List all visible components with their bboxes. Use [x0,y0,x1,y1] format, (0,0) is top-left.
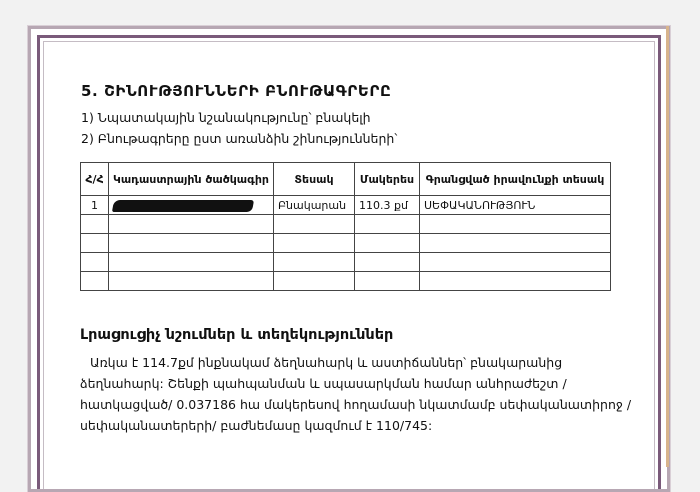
cell-number [81,253,109,272]
header-number: Հ/Հ [81,163,109,196]
cell-cadastral-code [109,215,274,234]
cell-cadastral-code [109,272,274,291]
notes-text: Առկա է 114.7քմ ինքնակամ ձեղնահարկ և աստիճաններ՝ բնակարանից ձեղնահարկ: Շենքի պահպանման և սպասարկման համար անհրաժեշտ /հատկացված/ 0.037186 հա մակերեսով հողամասի նկատմամբ սեփականատիրոջ /սեփականատերերի/ բաժնեմասը կազմում է 110/745: [80,355,632,433]
cell-right-type [420,234,611,253]
section-title: 5. ՇԻՆՈՒԹՅՈՒՆՆԵՐԻ ԲՆՈՒԹԱԳՐԵՐԸ [81,82,392,100]
buildings-table [80,162,611,291]
cell-right-type: ՍԵՓԱԿԱՆՈՒԹՅՈՒՆ [420,196,611,215]
cell-type [274,234,355,253]
purpose-line: 1) Նպատակային նշանակությունը՝ բնակելի [81,110,371,125]
cell-type [274,272,355,291]
cell-type: Բնակարան [274,196,355,215]
cell-area [355,272,420,291]
cell-type [274,253,355,272]
cell-number [81,234,109,253]
cell-number [81,215,109,234]
header-cadastral-code: Կադաստրային ծածկագիր [109,163,274,196]
cell-area [355,253,420,272]
cell-right-type [420,215,611,234]
cell-right-type [420,253,611,272]
cell-cadastral-code [109,196,274,215]
cell-number: 1 [81,196,109,215]
cell-cadastral-code [109,253,274,272]
cell-area [355,234,420,253]
table-row [81,215,611,234]
notes-title: Լրացուցիչ նշումներ և տեղեկություններ [80,327,394,343]
table-row [81,272,611,291]
notes-paragraph [80,352,640,436]
characteristics-line: 2) Բնութագրերը ըստ առանձին շինությունների՝ [81,131,398,146]
cell-cadastral-code [109,234,274,253]
table-row [81,196,611,215]
redaction-mark [112,200,254,212]
cell-right-type [420,272,611,291]
header-area: Մակերես [355,163,420,196]
table-row [81,234,611,253]
cell-area [355,215,420,234]
page-edge-shadow [666,26,669,467]
table-row [81,253,611,272]
cell-number [81,272,109,291]
table-header-row [81,163,611,196]
header-type: Տեսակ [274,163,355,196]
header-right-type: Գրանցված իրավունքի տեսակ [420,163,611,196]
cell-area: 110.3 քմ [355,196,420,215]
cell-type [274,215,355,234]
